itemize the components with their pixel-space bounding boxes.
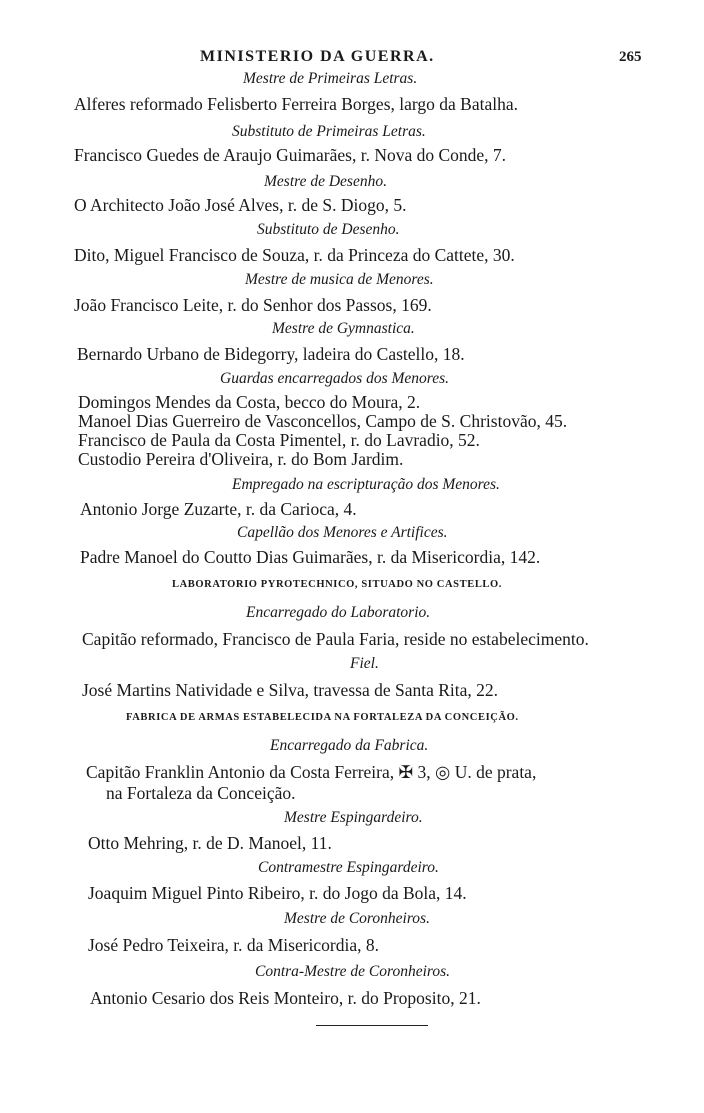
entry-line: Otto Mehring, r. de D. Manoel, 11. (88, 833, 332, 853)
entry-line: Capitão reformado, Francisco de Paula Faria, reside no estabelecimento. (82, 629, 589, 649)
entry-line: Alferes reformado Felisberto Ferreira Borges, largo da Batalha. (74, 94, 518, 114)
entry-line: Domingos Mendes da Costa, becco do Moura, 2. (78, 392, 421, 412)
role-heading: Contramestre Espingardeiro. (258, 859, 439, 876)
closing-rule (316, 1025, 428, 1026)
entry-line: Capitão Franklin Antonio da Costa Ferreira, ✠ 3, ◎ U. de prata, (86, 762, 537, 782)
section-heading: FABRICA DE ARMAS ESTABELECIDA NA FORTALEZA DA CONCEIÇÃO. (126, 712, 519, 723)
entry-line: Antonio Cesario dos Reis Monteiro, r. do Proposito, 21. (90, 988, 481, 1008)
role-heading: Encarregado do Laboratorio. (246, 604, 431, 621)
entry-line: Francisco de Paula da Costa Pimentel, r. do Lavradio, 52. (78, 430, 480, 450)
role-heading: Substituto de Desenho. (257, 221, 400, 238)
entry-line: José Pedro Teixeira, r. da Misericordia, 8. (88, 935, 380, 955)
entry-line: Francisco Guedes de Araujo Guimarães, r. Nova do Conde, 7. (74, 145, 507, 165)
page-header-title: MINISTERIO DA GUERRA. (200, 48, 435, 65)
entry-line: na Fortaleza da Conceição. (106, 783, 296, 803)
entry-line: João Francisco Leite, r. do Senhor dos Passos, 169. (74, 295, 432, 315)
role-heading: Mestre de Desenho. (264, 173, 387, 190)
role-heading: Contra-Mestre de Coronheiros. (255, 963, 451, 980)
entry-line: O Architecto João José Alves, r. de S. Diogo, 5. (74, 195, 407, 215)
entry-line: José Martins Natividade e Silva, travessa de Santa Rita, 22. (82, 680, 499, 700)
role-heading: Substituto de Primeiras Letras. (232, 123, 426, 140)
entry-line: Dito, Miguel Francisco de Souza, r. da Princeza do Cattete, 30. (74, 245, 515, 265)
entry-line: Custodio Pereira d'Oliveira, r. do Bom Jardim. (78, 449, 404, 469)
role-heading: Mestre de Gymnastica. (272, 320, 415, 337)
role-heading: Guardas encarregados dos Menores. (220, 370, 450, 387)
page-number: 265 (619, 49, 642, 65)
role-heading: Mestre de Primeiras Letras. (243, 70, 418, 87)
role-heading: Mestre de Coronheiros. (284, 910, 430, 927)
entry-line: Bernardo Urbano de Bidegorry, ladeira do Castello, 18. (77, 344, 465, 364)
entry-line: Manoel Dias Guerreiro de Vasconcellos, Campo de S. Christovão, 45. (78, 411, 568, 431)
entry-line: Padre Manoel do Coutto Dias Guimarães, r. da Misericordia, 142. (80, 547, 541, 567)
role-heading: Empregado na escripturação dos Menores. (232, 476, 500, 493)
entry-line: Antonio Jorge Zuzarte, r. da Carioca, 4. (80, 499, 357, 519)
section-heading: LABORATORIO PYROTECHNICO, SITUADO NO CASTELLO. (172, 579, 503, 590)
role-heading: Fiel. (350, 655, 379, 672)
role-heading: Mestre Espingardeiro. (284, 809, 423, 826)
role-heading: Mestre de musica de Menores. (245, 271, 434, 288)
role-heading: Capellão dos Menores e Artifices. (237, 524, 448, 541)
role-heading: Encarregado da Fabrica. (270, 737, 429, 754)
entry-line: Joaquim Miguel Pinto Ribeiro, r. do Jogo da Bola, 14. (88, 883, 467, 903)
